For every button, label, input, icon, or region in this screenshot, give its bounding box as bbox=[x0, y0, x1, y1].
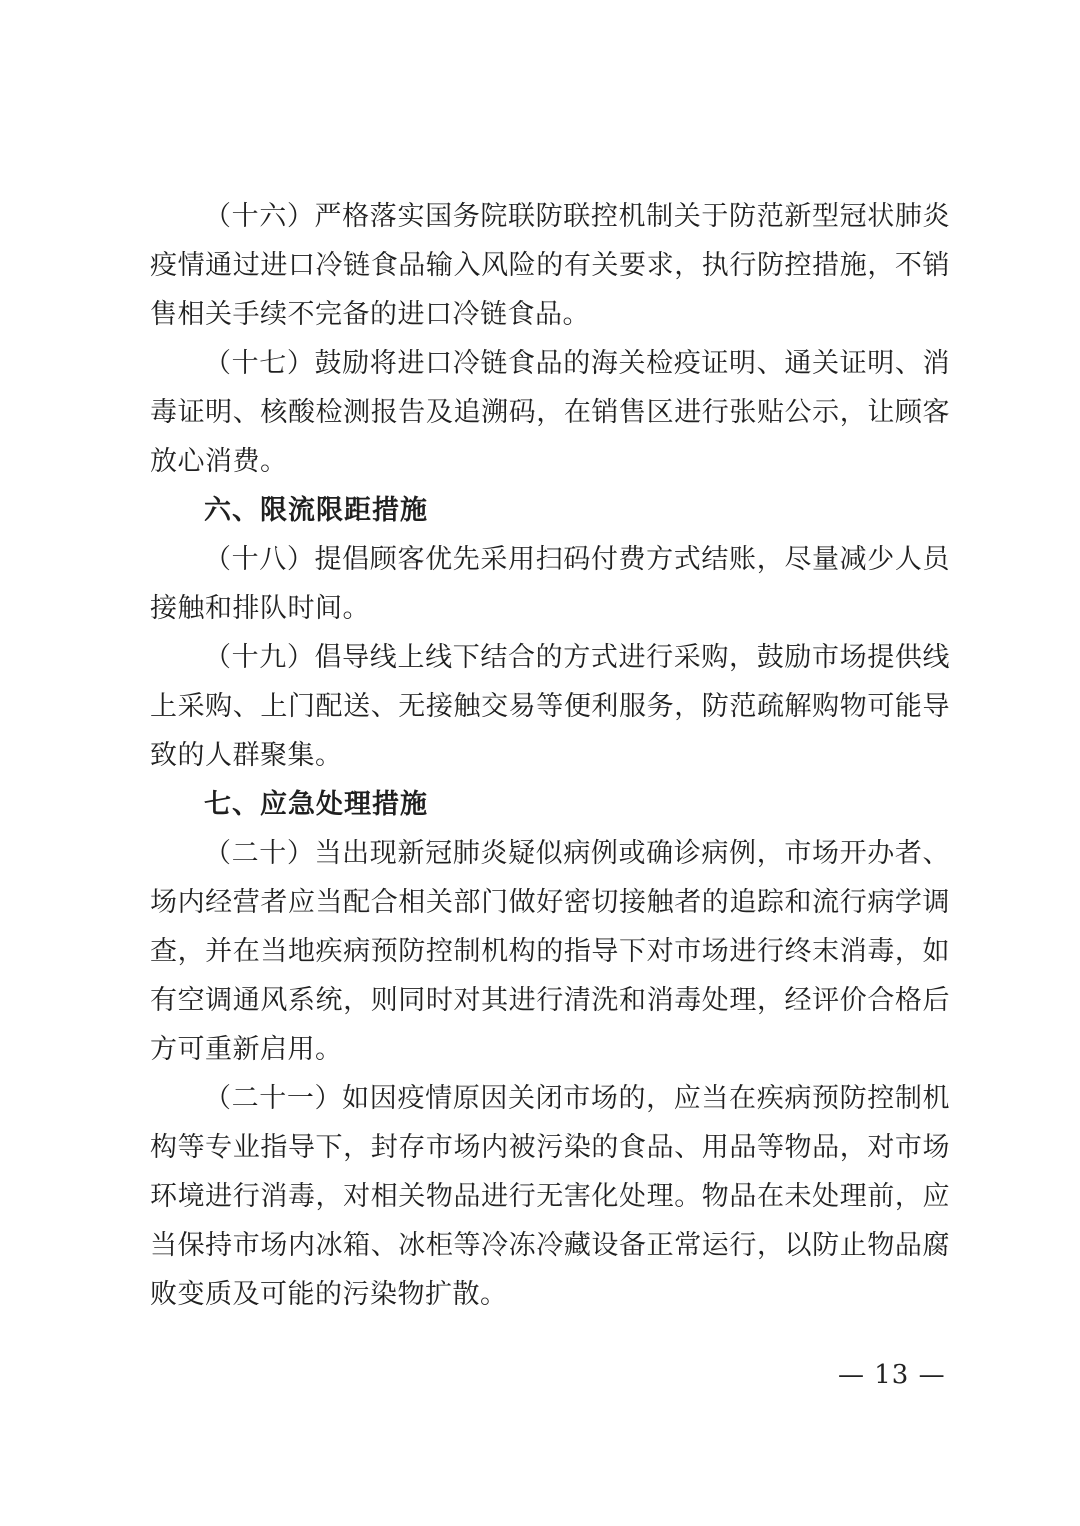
page-number: — 13 — bbox=[838, 1360, 946, 1390]
paragraph-19: （十九）倡导线上线下结合的方式进行采购，鼓励市场提供线上采购、上门配送、无接触交易等便利服务，防范疏解购物可能导致的人群聚集。 bbox=[150, 642, 950, 771]
paragraph-21: （二十一）如因疫情原因关闭市场的，应当在疾病预防控制机构等专业指导下，封存市场内被污染的食品、用品等物品，对市场环境进行消毒，对相关物品进行无害化处理。物品在未处理前，应当保持市场内冰箱、冰柜等冷冻冷藏设备正常运行，以防止物品腐败变质及可能的污染物扩散。 bbox=[150, 1083, 950, 1310]
paragraph-20: （二十）当出现新冠肺炎疑似病例或确诊病例，市场开办者、场内经营者应当配合相关部门做好密切接触者的追踪和流行病学调查，并在当地疾病预防控制机构的指导下对市场进行终末消毒，如有空调通风系统，则同时对其进行清洗和消毒处理，经评价合格后方可重新启用。 bbox=[150, 838, 950, 1065]
paragraph-18: （十八）提倡顾客优先采用扫码付费方式结账，尽量减少人员接触和排队时间。 bbox=[150, 544, 950, 624]
document-body bbox=[150, 192, 950, 1319]
section-heading-7: 七、应急处理措施 bbox=[204, 789, 428, 820]
section-heading-6: 六、限流限距措施 bbox=[204, 495, 428, 526]
paragraph-17: （十七）鼓励将进口冷链食品的海关检疫证明、通关证明、消毒证明、核酸检测报告及追溯码，在销售区进行张贴公示，让顾客放心消费。 bbox=[150, 348, 950, 477]
paragraph-16: （十六）严格落实国务院联防联控机制关于防范新型冠状肺炎疫情通过进口冷链食品输入风险的有关要求，执行防控措施，不销售相关手续不完备的进口冷链食品。 bbox=[150, 201, 950, 330]
